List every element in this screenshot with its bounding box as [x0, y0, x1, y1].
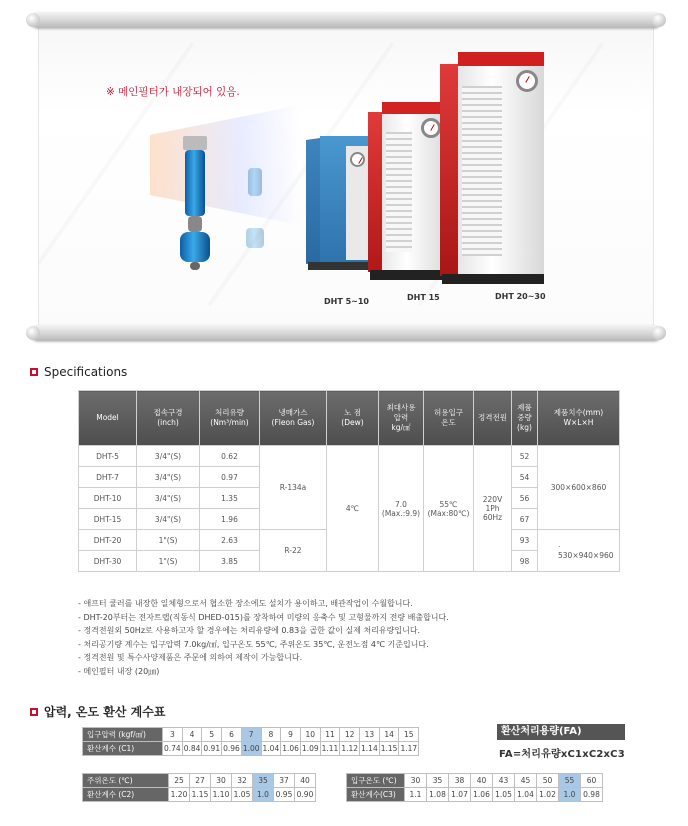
cell-gas: R-134a	[260, 446, 327, 530]
square-bullet-icon	[30, 368, 38, 376]
specifications-table	[78, 390, 620, 572]
model-label-dht5-10: DHT 5~10	[324, 297, 369, 306]
cell-gas: R-22	[260, 530, 327, 572]
c2-coef-cell: 1.10	[211, 788, 232, 802]
c3-coef-cell: 1.08	[427, 788, 449, 802]
dryer-unit-large	[440, 52, 544, 284]
cell-weight: 54	[512, 467, 538, 488]
cell-pressure: 7.0 (Max.:9.9)	[379, 446, 424, 572]
c1-pressure-cell: 15	[399, 728, 419, 742]
c1-pressure-cell: 12	[340, 728, 360, 742]
cell-flow: 3.85	[200, 551, 260, 572]
cell-flow: 0.62	[200, 446, 260, 467]
c1-coef-cell: 1.14	[360, 742, 380, 756]
c3-temp-cell: 43	[493, 774, 515, 788]
c1-pressure-cell: 14	[379, 728, 399, 742]
conversion-heading: 압력, 온도 환산 계수표	[30, 703, 165, 720]
c3-coef-cell: 1.04	[515, 788, 537, 802]
c1-coef-cell: 0.96	[222, 742, 242, 756]
dryer-unit-small	[306, 138, 370, 270]
c2-coef-cell: 1.05	[232, 788, 253, 802]
cell-port: 3/4"(S)	[137, 509, 200, 530]
c2-coef-cell: 1.20	[169, 788, 190, 802]
c2-coef-cell: 1.15	[190, 788, 211, 802]
cell-port: 3/4"(S)	[137, 467, 200, 488]
cell-dew: 4℃	[327, 446, 379, 572]
c1-coef-cell: 1.04	[261, 742, 281, 756]
fa-title: 환산처리용량(FA)	[497, 724, 625, 740]
c3-temp-cell: 35	[427, 774, 449, 788]
cell-model: DHT-30	[79, 551, 137, 572]
dimension-mark: .	[558, 540, 561, 549]
c3-temp-cell: 50	[537, 774, 559, 788]
list-item: - DHT-20부터는 전자트랩(직동식 DHED-015)를 장착하여 미량의 응축수 및 고형물까지 전량 배출합니다.	[78, 611, 449, 625]
c1-conversion-table	[82, 727, 419, 756]
c3-temp-cell: 45	[515, 774, 537, 788]
c1-coef-cell: 0.84	[182, 742, 202, 756]
c3-coef-cell: 1.06	[471, 788, 493, 802]
c3-label-coef: 환산계수(C3)	[347, 788, 405, 802]
list-item: - 메인필터 내장 (20㎛)	[78, 665, 449, 679]
c2-temp-cell: 35	[253, 774, 274, 788]
cell-flow: 1.35	[200, 488, 260, 509]
c2-temp-cell: 30	[211, 774, 232, 788]
col-inlet-temp: 허용입구 온도	[424, 391, 474, 446]
c2-temp-cell: 25	[169, 774, 190, 788]
spec-notes-list	[78, 597, 449, 679]
col-power: 정격전원	[474, 391, 512, 446]
list-item: - 정격전원 및 특수사양제품은 주문에 의하여 제작이 가능합니다.	[78, 651, 449, 665]
cell-port: 1"(S)	[137, 530, 200, 551]
c1-coef-cell: 0.74	[163, 742, 183, 756]
table-row	[347, 774, 603, 788]
c1-pressure-cell: 9	[281, 728, 301, 742]
c1-coef-cell: 1.09	[300, 742, 320, 756]
c2-temp-cell: 27	[190, 774, 211, 788]
cell-weight: 52	[512, 446, 538, 467]
c2-coef-cell: 0.95	[274, 788, 295, 802]
cell-model: DHT-7	[79, 467, 137, 488]
table-row	[79, 446, 620, 467]
cell-power: 220V 1Ph 60Hz	[474, 446, 512, 572]
c1-label-coef: 환산계수 (C1)	[83, 742, 163, 756]
model-label-dht15: DHT 15	[407, 293, 440, 302]
col-gas: 냉매가스 (Fleon Gas)	[260, 391, 327, 446]
c1-coef-cell: 1.06	[281, 742, 301, 756]
c3-coef-cell: 1.02	[537, 788, 559, 802]
c1-pressure-cell: 7	[241, 728, 261, 742]
c3-temp-cell: 55	[559, 774, 581, 788]
cell-inlet-temp: 55℃ (Max:80℃)	[424, 446, 474, 572]
cell-port: 3/4"(S)	[137, 488, 200, 509]
scroll-rod-top	[30, 12, 662, 28]
cell-weight: 67	[512, 509, 538, 530]
cell-port: 3/4"(S)	[137, 446, 200, 467]
col-dimension: 제품치수(mm) W×L×H	[538, 391, 620, 446]
c2-conversion-table	[82, 773, 316, 802]
c1-pressure-cell: 10	[300, 728, 320, 742]
col-flow: 처리유량 (Nm³/min)	[200, 391, 260, 446]
c3-coef-cell: 1.1	[405, 788, 427, 802]
c1-coef-cell: 0.91	[202, 742, 222, 756]
scroll-rod-bottom	[30, 325, 662, 341]
c2-temp-cell: 32	[232, 774, 253, 788]
c1-label-pressure: 입구압력 (kgf/㎠)	[83, 728, 163, 742]
c1-coef-cell: 1.11	[320, 742, 340, 756]
col-dew: 노 점 (Dew)	[327, 391, 379, 446]
banner-note: ※ 메인필터가 내장되어 있음.	[106, 86, 240, 98]
c1-pressure-cell: 8	[261, 728, 281, 742]
table-row	[83, 774, 316, 788]
cell-flow: 2.63	[200, 530, 260, 551]
c3-coef-cell: 1.05	[493, 788, 515, 802]
cell-flow: 1.96	[200, 509, 260, 530]
c3-temp-cell: 30	[405, 774, 427, 788]
c3-coef-cell: 1.07	[449, 788, 471, 802]
c3-temp-cell: 38	[449, 774, 471, 788]
c1-pressure-cell: 4	[182, 728, 202, 742]
model-label-dht20-30: DHT 20~30	[495, 292, 546, 301]
c1-pressure-cell: 3	[163, 728, 183, 742]
dryer-unit-medium	[368, 102, 444, 280]
cell-model: DHT-15	[79, 509, 137, 530]
c3-temp-cell: 40	[471, 774, 493, 788]
square-bullet-icon	[30, 708, 38, 716]
cell-flow: 0.97	[200, 467, 260, 488]
c1-coef-cell: 1.17	[399, 742, 419, 756]
cell-weight: 56	[512, 488, 538, 509]
c1-pressure-cell: 13	[360, 728, 380, 742]
table-header-row	[79, 391, 620, 446]
c2-temp-cell: 37	[274, 774, 295, 788]
c2-coef-cell: 0.90	[295, 788, 316, 802]
c3-conversion-table	[346, 773, 603, 802]
c3-temp-cell: 60	[581, 774, 603, 788]
list-item: - 애프터 쿨러를 내장한 일체형으로서 협소한 장소에도 설치가 용이하고, 배관작업이 수월합니다.	[78, 597, 449, 611]
c2-label-coef: 환산계수 (C2)	[83, 788, 169, 802]
fa-formula: FA=처리유량xC1xC2xC3	[499, 749, 625, 760]
col-model: Model	[79, 391, 137, 446]
c1-pressure-cell: 6	[222, 728, 242, 742]
c3-coef-cell: 0.98	[581, 788, 603, 802]
cell-dimension: 300×600×860	[538, 446, 620, 530]
cell-model: DHT-20	[79, 530, 137, 551]
c2-coef-cell: 1.0	[253, 788, 274, 802]
table-row	[83, 742, 419, 756]
col-port: 접속구경 (inch)	[137, 391, 200, 446]
c1-coef-cell: 1.00	[241, 742, 261, 756]
cell-weight: 93	[512, 530, 538, 551]
c1-coef-cell: 1.12	[340, 742, 360, 756]
specifications-heading: Specifications	[30, 365, 127, 379]
table-row	[347, 788, 603, 802]
c1-pressure-cell: 11	[320, 728, 340, 742]
cell-port: 1"(S)	[137, 551, 200, 572]
list-item: - 처리공기량 계수는 입구압력 7.0kg/㎠, 입구온도 55℃, 주위온도 35℃, 운전노점 4℃ 기준입니다.	[78, 638, 449, 652]
col-pressure: 최대사용 압력 kg/㎠	[379, 391, 424, 446]
c2-temp-cell: 40	[295, 774, 316, 788]
cell-model: DHT-5	[79, 446, 137, 467]
cell-weight: 98	[512, 551, 538, 572]
col-weight: 제품 중량 (kg)	[512, 391, 538, 446]
c1-pressure-cell: 5	[202, 728, 222, 742]
c1-coef-cell: 1.15	[379, 742, 399, 756]
c2-label-ambient: 주위온도 (℃)	[83, 774, 169, 788]
cell-dimension	[538, 530, 620, 572]
dimension-value: 530×940×960	[558, 550, 614, 560]
cell-model: DHT-10	[79, 488, 137, 509]
list-item: - 정격전원외 50Hz로 사용하고자 할 경우에는 처리유량에 0.83을 곱한 값이 실제 처리유량입니다.	[78, 624, 449, 638]
c3-coef-cell: 1.0	[559, 788, 581, 802]
table-row	[83, 788, 316, 802]
table-row	[83, 728, 419, 742]
c3-label-inlet: 입구온도 (℃)	[347, 774, 405, 788]
